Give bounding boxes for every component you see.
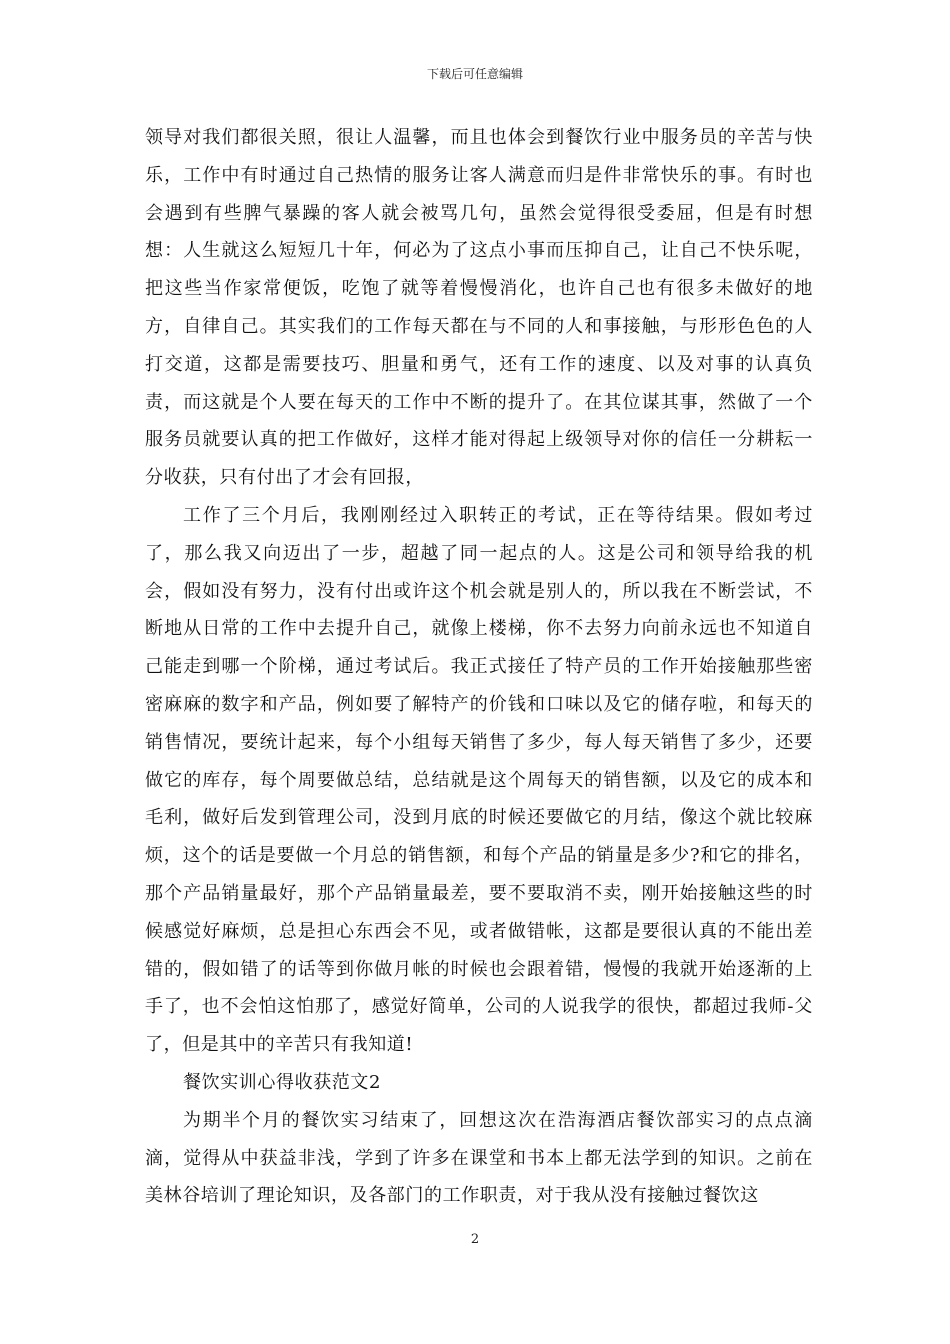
paragraph-continued: 领导对我们都很关照，很让人温馨，而且也体会到餐饮行业中服务员的辛苦与快乐，工作中有时通过自己热情的服务让客人满意而归是件非常快乐的事。有时也会遇到有些脾气暴躁的客人就会被骂几句，虽然会觉得很受委屈，但是有时想想：人生就这么短短几十年，何必为了这点小事而压抑自己，让自己不快乐呢，把这些当作家常便饭，吃饱了就等着慢慢消化，也许自己也有很多未做好的地方，自律自己。其实我们的工作每天都在与不同的人和事接触，与形形色色的人打交道，这都是需要技巧、胆量和勇气，还有工作的速度、以及对事的认真负责，而这就是个人要在每天的工作中不断的提升了。在其位谋其事，然做了一个服务员就要认真的把工作做好，这样才能对得起上级领导对你的信任一分耕耘一分收获，只有付出了才会有回报， bbox=[145, 127, 813, 489]
paragraph: 为期半个月的餐饮实习结束了，回想这次在浩海酒店餐饮部实习的点点滴滴，觉得从中获益非浅，学到了许多在课堂和书本上都无法学到的知识。之前在美林谷培训了理论知识，及各部门的工作职责，对于我从没有接触过餐饮这 bbox=[145, 1109, 813, 1207]
paragraph: 工作了三个月后，我刚刚经过入职转正的考试，正在等待结果。假如考过了，那么我又向迈出了一步，超越了同一起点的人。这是公司和领导给我的机会，假如没有努力，没有付出或许这个机会就是别人的，所以我在不断尝试，不断地从日常的工作中去提升自己，就像上楼梯，你不去努力向前永远也不知道自己能走到哪一个阶梯，通过考试后。我正式接任了特产员的工作开始接触那些密密麻麻的数字和产品，例如要了解特产的价钱和口味以及它的储存啦，和每天的销售情况，要统计起来，每个小组每天销售了多少，每人每天销售了多少，还要做它的库存，每个周要做总结，总结就是这个周每天的销售额，以及它的成本和毛利，做好后发到管理公司，没到月底的时候还要做它的月结，像这个就比较麻烦，这个的话是要做一个月总的销售额，和每个产品的销量是多少?和它的排名，那个产品销量最好，那个产品销量最差，要不要取消不卖，刚开始接触这些的时候感觉好麻烦，总是担心东西会不见，或者做错帐，这都是要很认真的不能出差错的，假如错了的话等到你做月帐的时候也会跟着错，慢慢的我就开始逐渐的上手了，也不会怕这怕那了，感觉好简单，公司的人说我学的很快，都超过我师-父了，但是其中的辛苦只有我知道! bbox=[145, 504, 813, 1056]
section-heading: 餐饮实训心得收获范文2 bbox=[183, 1071, 382, 1093]
page-number: 2 bbox=[470, 1232, 480, 1247]
document-body bbox=[145, 119, 813, 1215]
page-header: 下载后可任意编辑 bbox=[426, 67, 523, 81]
